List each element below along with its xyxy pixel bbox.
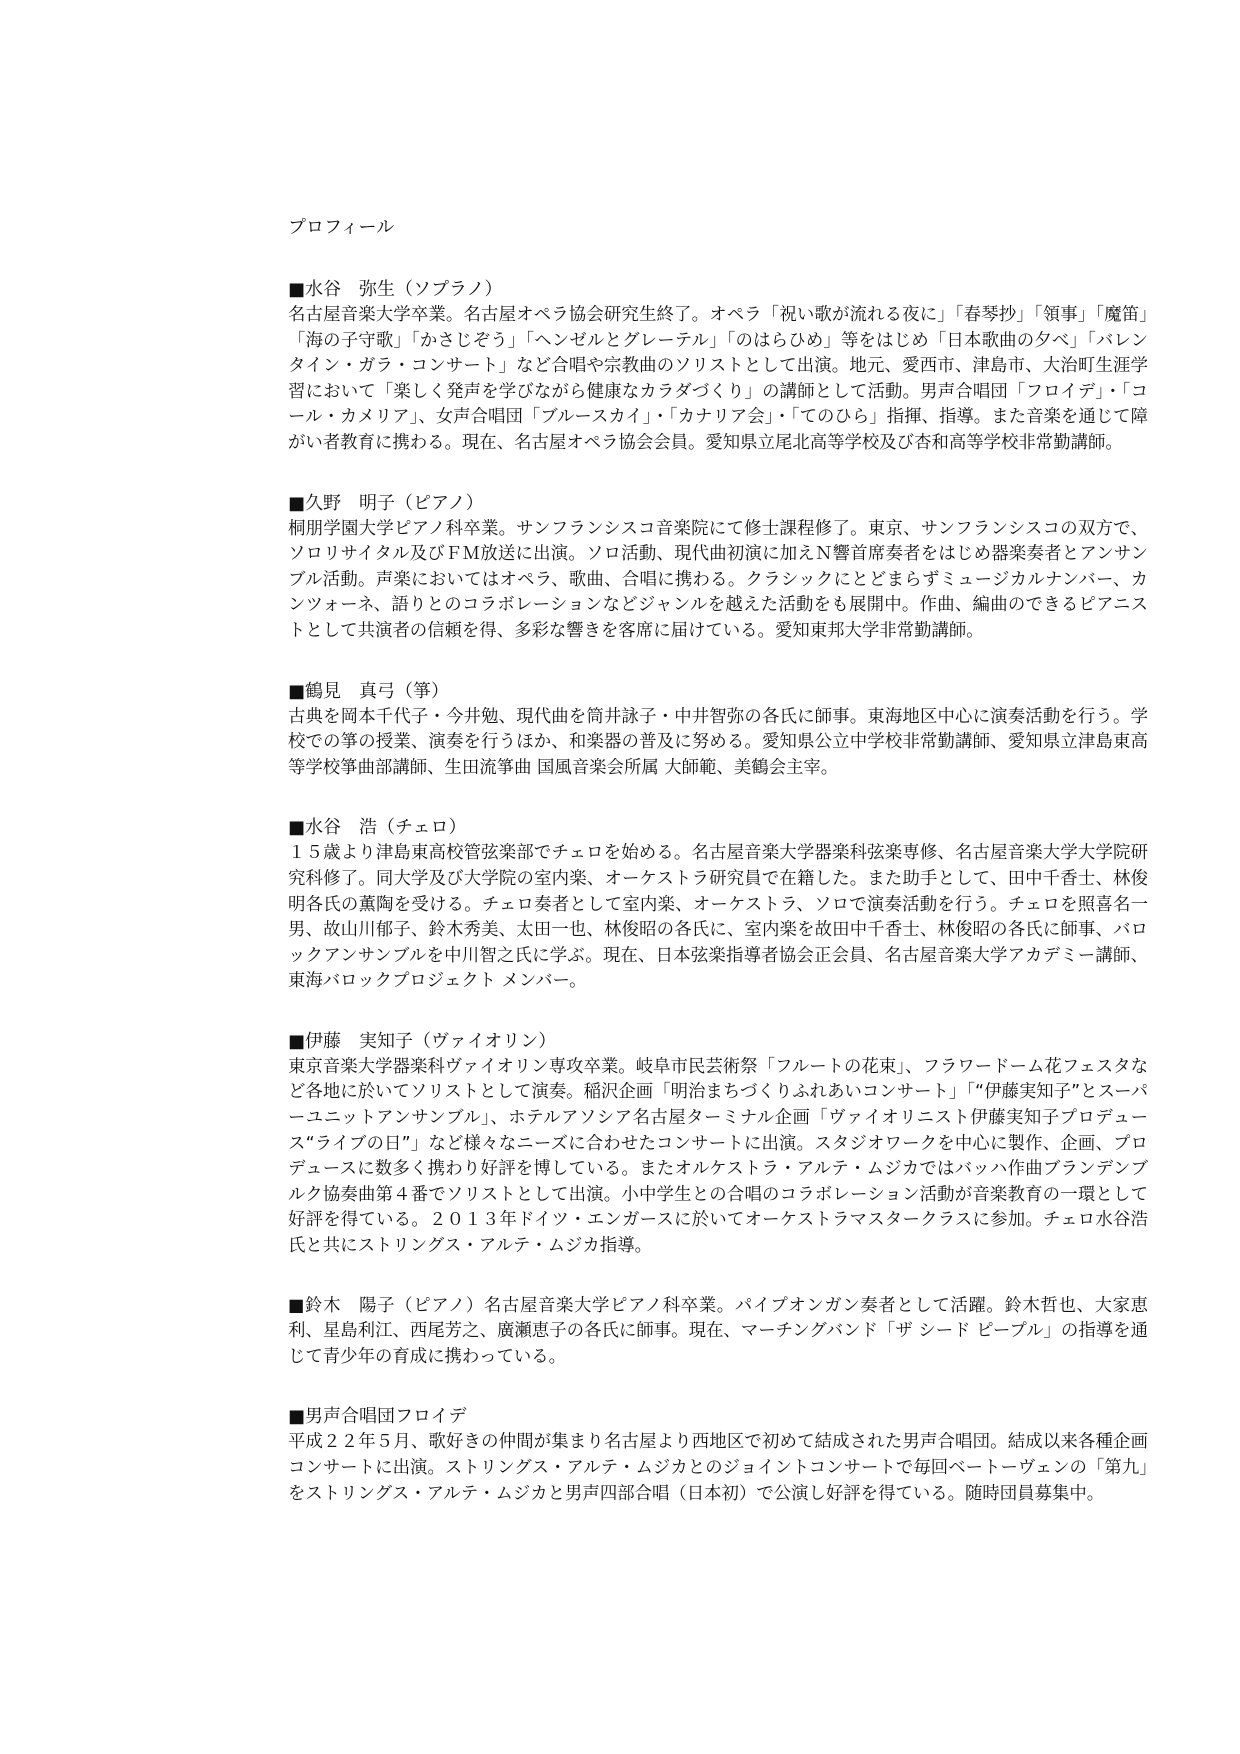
profile-heading: ■鈴木 陽子（ピアノ） [288, 1295, 484, 1316]
profile-document [288, 215, 1148, 1541]
profile-section-mizutani-yayoi [288, 277, 1148, 457]
document-title: プロフィール [288, 217, 395, 238]
profile-body: 東京音楽大学器楽科ヴァイオリン専攻卒業。岐阜市民芸術祭「フルートの花束」、フラワードーム花フェスタなど各地に於いてソリストとして演奏。稲沢企画「明治まちづくりふれあいコンサート」「“伊藤実知子”とスーパーユニットアンサンブル」、ホテルアソシア名古屋ターミナル企画「ヴァイオリニスト伊藤実知子プロデュース“ライブの日”」など様々なニーズに合わせたコンサートに出演。スタジオワークを中心に製作、企画、プロデュースに数多く携わり好評を博している。またオルケストラ・アルテ・ムジカではバッハ作曲ブランデンブルク協奏曲第４番でソリストとして出演。小中学生との合唱のコラボレーション活動が音楽教育の一環として好評を得ている。２０１３年ドイツ・エンガースに於いてオーケストラマスタークラスに参加。チェロ水谷浩氏と共にストリングス・アルテ・ムジカ指導。 [288, 1056, 1148, 1257]
profile-body: 名古屋音楽大学ピアノ科卒業。パイプオンガン奏者として活躍。鈴木哲也、大家恵利、星島利江、西尾芳之、廣瀬恵子の各氏に師事。現在、マーチングバンド「ザ シード ピープル」の指導を通じて青少年の育成に携わっている。 [288, 1295, 1149, 1367]
profile-heading: ■水谷 弥生（ソプラノ） [288, 279, 503, 300]
profile-heading: ■水谷 浩（チェロ） [288, 817, 467, 839]
profile-heading: ■伊藤 実知子（ヴァイオリン） [288, 1030, 557, 1052]
profile-heading: ■鶴見 真弓（箏） [288, 680, 450, 702]
profile-body: 古典を岡本千代子・今井勉、現代曲を筒井詠子・中井智弥の各氏に師事。東海地区中心に演奏活動を行う。学校での箏の授業、演奏を行うほか、和楽器の普及に努める。愛知県公立中学校非常勤講師、愛知県立津島東高等学校箏曲部講師、生田流箏曲 国風音楽会所属 大師範、美鶴会主宰。 [288, 706, 1148, 778]
profile-section-tsurumi-mayumi [288, 679, 1148, 782]
profile-body: 平成２２年５月、歌好きの仲間が集まり名古屋より西地区で初めて結成された男声合唱団。結成以来各種企画コンサートに出演。ストリングス・アルテ・ムジカとのジョイントコンサートで毎回ベートーヴェンの「第九」をストリングス・アルテ・ムジカと男声四部合唱（日本初）で公演し好評を得ている。随時団員募集中。 [288, 1432, 1148, 1504]
profile-heading: ■男声合唱団フロイデ [288, 1406, 467, 1428]
profile-section-suzuki-yoko [288, 1294, 1148, 1371]
profile-section-ito-michiko [288, 1029, 1148, 1260]
profile-section-freude-choir [288, 1404, 1148, 1507]
profile-heading: ■久野 明子（ピアノ） [288, 492, 484, 514]
profile-section-kuno-akiko [288, 491, 1148, 645]
profile-paragraph [288, 1294, 1148, 1371]
profile-body: 桐朋学園大学ピアノ科卒業。サンフランシスコ音楽院にて修士課程修了。東京、サンフランシスコの双方で、ソロリサイタル及びＦＭ放送に出演。ソロ活動、現代曲初演に加えＮ響首席奏者をはじめ器楽奏者とアンサンブル活動。声楽においてはオペラ、歌曲、合唱に携わる。クラシックにとどまらずミュージカルナンバー、カンツォーネ、語りとのコラボレーションなどジャンルを越えた活動をも展開中。作曲、編曲のできるピアニストとして共演者の信頼を得、多彩な響きを客席に届けている。愛知東邦大学非常勤講師。 [288, 518, 1148, 641]
profile-body: １５歳より津島東高校管弦楽部でチェロを始める。名古屋音楽大学器楽科弦楽専修、名古屋音楽大学大学院研究科修了。同大学及び大学院の室内楽、オーケストラ研究員で在籍した。また助手として、田中千香士、林俊明各氏の薫陶を受ける。チェロ奏者として室内楽、オーケストラ、ソロで演奏活動を行う。チェロを照喜名一男、故山川郁子、鈴木秀美、太田一也、林俊昭の各氏に、室内楽を故田中千香士、林俊昭の各氏に師事、バロックアンサンブルを中川智之氏に学ぶ。現在、日本弦楽指導者協会正会員、名古屋音楽大学アカデミー講師、東海バロックプロジェクト メンバー。 [288, 843, 1148, 992]
profile-body: 名古屋音楽大学卒業。名古屋オペラ協会研究生終了。オペラ「祝い歌が流れる夜に」「春琴抄」「領事」「魔笛」「海の子守歌」「かさじぞう」「ヘンゼルとグレーテル」「のはらひめ」等をはじめ「日本歌曲の夕べ」「バレンタイン・ガラ・コンサート」など合唱や宗教曲のソリストとして出演。地元、愛西市、津島市、大治町生涯学習において「楽しく発声を学びながら健康なカラダづくり」の講師として活動。男声合唱団「フロイデ」・「コール・カメリア」、女声合唱団「ブルースカイ」・「カナリア会」・「てのひら」指揮、指導。また音楽を通じて障がい者教育に携わる。現在、名古屋オペラ協会会員。愛知県立尾北高等学校及び杏和高等学校非常勤講師。 [288, 305, 1148, 453]
profile-section-mizutani-hiroshi [288, 815, 1148, 995]
